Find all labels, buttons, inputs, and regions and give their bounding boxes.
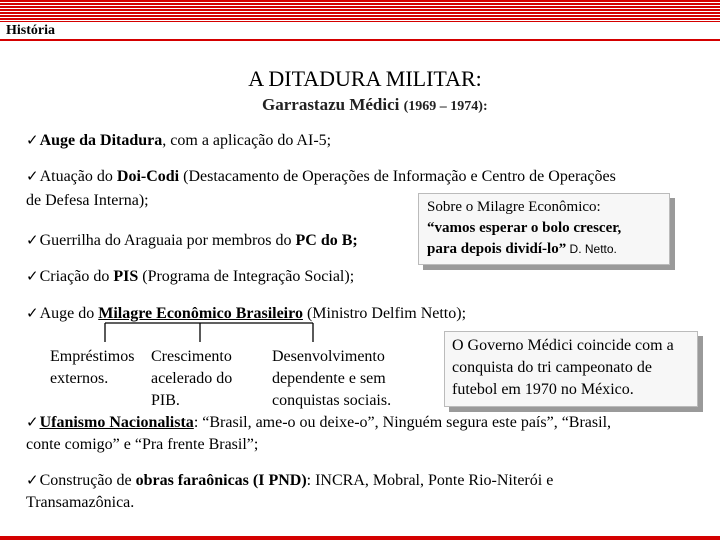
feature-line: Desenvolvimento	[272, 348, 385, 365]
feature-line: Crescimento	[151, 348, 232, 365]
bullet-prefix: Auge do	[39, 305, 99, 322]
bullet-text: Guerrilha do Araguaia por membros do	[39, 232, 296, 249]
feature-emprestimos	[50, 346, 134, 390]
quote-line-1: “vamos esperar o bolo crescer,	[427, 220, 622, 236]
footer-line	[0, 536, 720, 540]
bullet-ufanismo-line2: conte comigo” e “Pra frente Brasil”;	[26, 436, 259, 453]
bullet-label: Auge da Ditadura	[39, 132, 163, 149]
info-text: O Governo Médici coincide com a conquista do tri campeonato de futebol em 1970 no México.	[452, 337, 674, 398]
bullet-ufanismo	[26, 411, 611, 434]
page-title: A DITADURA MILITAR:	[248, 66, 482, 91]
bullet-label: PIS	[113, 268, 139, 285]
check-icon: ✓	[26, 413, 39, 431]
bullet-label: Milagre Econômico Brasileiro	[98, 305, 303, 322]
bullet-prefix: Construção de	[39, 472, 136, 489]
feature-line: conquistas sociais.	[272, 392, 392, 409]
quote-heading: Sobre o Milagre Econômico:	[427, 199, 601, 215]
bullet-label: Ufanismo Nacionalista	[39, 414, 194, 431]
bullet-text: : “Brasil, ame-o ou deixe-o”, Ninguém segura este país”, “Brasil,	[193, 414, 612, 431]
feature-crescimento	[151, 346, 232, 412]
feature-line: acelerado do	[151, 370, 233, 387]
feature-line: PIB.	[151, 392, 180, 409]
bullet-label: obras faraônicas (I PND)	[135, 472, 307, 489]
bullet-prefix: Criação do	[39, 268, 114, 285]
bullet-text: (Destacamento de Operações de Informação e Centro de Operações	[179, 168, 616, 185]
bullet-prefix: Atuação do	[39, 168, 117, 185]
bullet-text: (Programa de Integração Social);	[138, 268, 355, 285]
quote-author: D. Netto.	[566, 242, 617, 256]
bullet-text: : INCRA, Mobral, Ponte Rio-Niterói e	[306, 472, 554, 489]
bullet-label: Doi-Codi	[116, 168, 180, 185]
check-icon: ✓	[26, 131, 39, 149]
bullet-obras-line2: Transamazônica.	[26, 494, 135, 511]
bullet-obras	[26, 469, 553, 492]
check-icon: ✓	[26, 167, 39, 185]
feature-line: dependente e sem	[272, 370, 386, 387]
feature-line: externos.	[50, 370, 109, 387]
feature-line: Empréstimos	[50, 348, 135, 365]
subtitle-name: Garrastazu Médici	[262, 95, 400, 114]
info-box-tri-copa	[444, 331, 698, 407]
check-icon: ✓	[26, 231, 39, 249]
feature-desenvolvimento	[272, 346, 391, 412]
check-icon: ✓	[26, 304, 39, 322]
bullet-text: (Ministro Delfim Netto);	[302, 305, 467, 322]
bullet-doi-codi-line2: de Defesa Interna);	[26, 192, 149, 209]
quote-line-2: para depois dividí-lo”	[427, 241, 567, 257]
bullet-label: PC do B;	[295, 232, 358, 249]
subtitle-years: (1969 – 1974):	[403, 99, 488, 114]
check-icon: ✓	[26, 267, 39, 285]
section-title: História	[6, 23, 55, 38]
bullet-text: , com a aplicação do AI-5;	[162, 132, 332, 149]
check-icon: ✓	[26, 471, 39, 489]
